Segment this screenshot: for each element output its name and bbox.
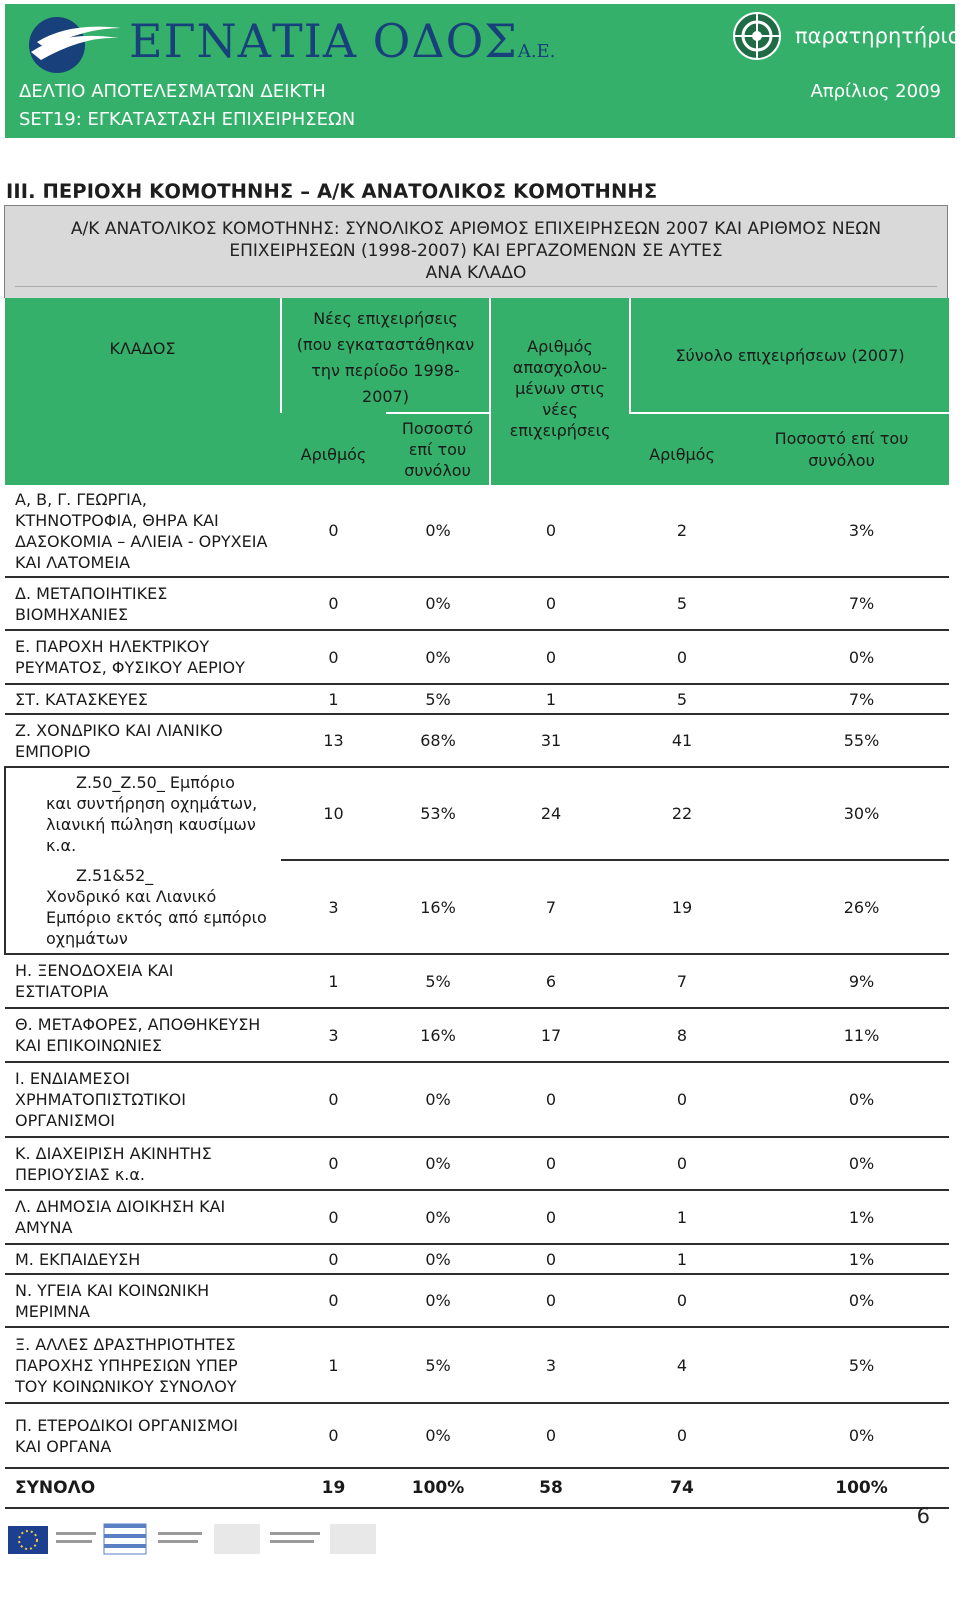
employees-cell: 0 <box>490 1274 630 1327</box>
header-sector: ΚΛΑΔΟΣ <box>5 298 281 485</box>
table-row <box>5 860 949 954</box>
new-count-cell: 0 <box>281 1274 386 1327</box>
header-total-share: Ποσοστό επί του συνόλου <box>734 413 949 485</box>
employees-cell: 6 <box>490 954 630 1008</box>
new-count-cell: 3 <box>281 1008 386 1062</box>
table-row <box>5 1008 949 1062</box>
total-count-cell: 1 <box>630 1190 734 1244</box>
table-row <box>5 1062 949 1137</box>
table-row <box>5 1274 949 1327</box>
employees-cell: 1 <box>490 684 630 714</box>
sector-label: Λ. ΔΗΜΟΣΙΑ ΔΙΟΙΚΗΣΗ ΚΑΙ ΑΜΥΝΑ <box>5 1190 281 1244</box>
new-share-cell: 0% <box>386 630 490 684</box>
sector-label: Θ. ΜΕΤΑΦΟΡΕΣ, ΑΠΟΘΗΚΕΥΣΗ ΚΑΙ ΕΠΙΚΟΙΝΩΝΙΕΣ <box>5 1008 281 1062</box>
total-share-cell: 0% <box>734 630 949 684</box>
total-count-cell: 8 <box>630 1008 734 1062</box>
header-new-count: Αριθμός <box>281 413 386 485</box>
sector-label: Ζ.51&52_ Χονδρικό και Λιανικό Εμπόριο εκτός από εμπόριο οχημάτων <box>5 860 281 954</box>
table-row <box>5 1137 949 1190</box>
total-count-cell: 7 <box>630 954 734 1008</box>
total-share-cell: 1% <box>734 1244 949 1274</box>
observatory-label: παρατηρητήριο <box>795 24 960 48</box>
sector-label: Κ. ΔΙΑΧΕΙΡΙΣΗ ΑΚΙΝΗΤΗΣ ΠΕΡΙΟΥΣΙΑΣ κ.α. <box>5 1137 281 1190</box>
new-count-cell: 1 <box>281 1327 386 1403</box>
new-count-cell: 19 <box>281 1468 386 1508</box>
employees-cell: 31 <box>490 714 630 767</box>
bulletin-title: ΔΕΛΤΙΟ ΑΠΟΤΕΛΕΣΜΑΤΩΝ ΔΕΙΚΤΗ <box>19 81 326 102</box>
table-body <box>5 485 949 1508</box>
new-share-cell: 0% <box>386 485 490 577</box>
egnatia-logo-icon <box>23 12 123 78</box>
total-share-cell: 0% <box>734 1062 949 1137</box>
table-row <box>5 577 949 630</box>
new-count-cell: 3 <box>281 860 386 954</box>
new-count-cell: 10 <box>281 767 386 860</box>
section-title: III. ΠΕΡΙΟΧΗ ΚΟΜΟΤΗΝΗΣ – Α/Κ ΑΝΑΤΟΛΙΚΟΣ ΚΟΜΟΤΗΝΗΣ <box>6 180 658 203</box>
total-share-cell: 55% <box>734 714 949 767</box>
total-count-cell: 1 <box>630 1244 734 1274</box>
total-share-cell: 0% <box>734 1137 949 1190</box>
employees-cell: 0 <box>490 485 630 577</box>
employees-cell: 58 <box>490 1468 630 1508</box>
total-count-cell: 0 <box>630 630 734 684</box>
data-table <box>4 298 949 1509</box>
sector-label: Π. ΕΤΕΡΟΔΙΚΟΙ ΟΡΓΑΝΙΣΜΟΙ ΚΑΙ ΟΡΓΑΝΑ <box>5 1403 281 1468</box>
sector-table <box>4 205 948 1509</box>
funding-logos <box>8 1514 398 1566</box>
total-share-cell: 0% <box>734 1274 949 1327</box>
table-row <box>5 1327 949 1403</box>
new-count-cell: 0 <box>281 1137 386 1190</box>
total-count-cell: 0 <box>630 1137 734 1190</box>
total-row <box>5 1468 949 1508</box>
sector-label: ΣΥΝΟΛΟ <box>5 1468 281 1508</box>
new-share-cell: 0% <box>386 1274 490 1327</box>
new-share-cell: 16% <box>386 860 490 954</box>
sector-label: Δ. ΜΕΤΑΠΟΙΗΤΙΚΕΣ ΒΙΟΜΗΧΑΝΙΕΣ <box>5 577 281 630</box>
brand-name: ΕΓΝΑΤΙΑ ΟΔΟΣΑ.Ε. <box>129 14 556 68</box>
total-share-cell: 5% <box>734 1327 949 1403</box>
employees-cell: 0 <box>490 1062 630 1137</box>
total-share-cell: 3% <box>734 485 949 577</box>
sector-label: Ε. ΠΑΡΟΧΗ ΗΛΕΚΤΡΙΚΟΥ ΡΕΥΜΑΤΟΣ, ΦΥΣΙΚΟΥ ΑΕΡΙΟΥ <box>5 630 281 684</box>
total-count-cell: 19 <box>630 860 734 954</box>
report-date: Απρίλιος 2009 <box>810 81 941 102</box>
new-share-cell: 68% <box>386 714 490 767</box>
employees-cell: 0 <box>490 1244 630 1274</box>
employees-cell: 24 <box>490 767 630 860</box>
header-total-count: Αριθμός <box>630 413 734 485</box>
table-row <box>5 684 949 714</box>
table-row <box>5 1190 949 1244</box>
page-number: 6 <box>916 1504 930 1528</box>
new-count-cell: 0 <box>281 1190 386 1244</box>
table-row <box>5 954 949 1008</box>
employees-cell: 0 <box>490 1190 630 1244</box>
total-share-cell: 100% <box>734 1468 949 1508</box>
total-share-cell: 9% <box>734 954 949 1008</box>
new-share-cell: 0% <box>386 1190 490 1244</box>
sector-label: Ζ. ΧΟΝΔΡΙΚΟ ΚΑΙ ΛΙΑΝΙΚΟ ΕΜΠΟΡΙΟ <box>5 714 281 767</box>
table-row <box>5 485 949 577</box>
header-new-businesses: Νέες επιχειρήσεις (που εγκαταστάθηκαν την περίοδο 1998- 2007) <box>281 298 490 413</box>
new-count-cell: 1 <box>281 954 386 1008</box>
new-count-cell: 13 <box>281 714 386 767</box>
total-share-cell: 26% <box>734 860 949 954</box>
caption-line: Α/Κ ΑΝΑΤΟΛΙΚΟΣ ΚΟΜΟΤΗΝΗΣ: ΣΥΝΟΛΙΚΟΣ ΑΡΙΘΜΟΣ ΕΠΙΧΕΙΡΗΣΕΩΝ 2007 ΚΑΙ ΑΡΙΘΜΟΣ ΝΕΩΝ <box>70 218 882 239</box>
new-count-cell: 0 <box>281 1403 386 1468</box>
total-count-cell: 22 <box>630 767 734 860</box>
caption-line: ΕΠΙΧΕΙΡΗΣΕΩΝ (1998-2007) ΚΑΙ ΕΡΓΑΖΟΜΕΝΩΝ ΣΕ ΑΥΤΕΣ <box>229 240 723 261</box>
employees-cell: 0 <box>490 577 630 630</box>
new-count-cell: 0 <box>281 1062 386 1137</box>
total-share-cell: 30% <box>734 767 949 860</box>
new-share-cell: 0% <box>386 577 490 630</box>
table-row <box>5 1244 949 1274</box>
sector-label: Ι. ΕΝΔΙΑΜΕΣΟΙ ΧΡΗΜΑΤΟΠΙΣΤΩΤΙΚΟΙ ΟΡΓΑΝΙΣΜΟΙ <box>5 1062 281 1137</box>
observatory-icon <box>731 10 783 62</box>
employees-cell: 0 <box>490 630 630 684</box>
caption-line: ΑΝΑ ΚΛΑΔΟ <box>425 262 527 283</box>
new-share-cell: 5% <box>386 1327 490 1403</box>
sector-label: Ν. ΥΓΕΙΑ ΚΑΙ ΚΟΙΝΩΝΙΚΗ ΜΕΡΙΜΝΑ <box>5 1274 281 1327</box>
total-share-cell: 7% <box>734 684 949 714</box>
total-count-cell: 0 <box>630 1274 734 1327</box>
new-share-cell: 0% <box>386 1244 490 1274</box>
total-share-cell: 1% <box>734 1190 949 1244</box>
sector-label: Ζ.50_Ζ.50_ Εμπόριο και συντήρηση οχημάτων, λιανική πώληση καυσίμων κ.α. <box>5 767 281 860</box>
employees-cell: 3 <box>490 1327 630 1403</box>
new-share-cell: 53% <box>386 767 490 860</box>
new-share-cell: 0% <box>386 1403 490 1468</box>
total-count-cell: 0 <box>630 1062 734 1137</box>
header-employees: Αριθμός απασχολου- μένων στις νέες επιχειρήσεις <box>490 298 630 485</box>
indicator-title: SET19: ΕΓΚΑΤΑΣΤΑΣΗ ΕΠΙΧΕΙΡΗΣΕΩΝ <box>19 109 356 130</box>
new-share-cell: 5% <box>386 954 490 1008</box>
employees-cell: 7 <box>490 860 630 954</box>
sector-label: Μ. ΕΚΠΑΙΔΕΥΣΗ <box>5 1244 281 1274</box>
total-count-cell: 5 <box>630 684 734 714</box>
new-count-cell: 0 <box>281 1244 386 1274</box>
new-count-cell: 1 <box>281 684 386 714</box>
total-count-cell: 41 <box>630 714 734 767</box>
total-share-cell: 0% <box>734 1403 949 1468</box>
new-share-cell: 0% <box>386 1062 490 1137</box>
new-share-cell: 16% <box>386 1008 490 1062</box>
total-share-cell: 11% <box>734 1008 949 1062</box>
employees-cell: 0 <box>490 1403 630 1468</box>
sector-label: Ξ. ΑΛΛΕΣ ΔΡΑΣΤΗΡΙΟΤΗΤΕΣ ΠΑΡΟΧΗΣ ΥΠΗΡΕΣΙΩΝ ΥΠΕΡ ΤΟΥ ΚΟΙΝΩΝΙΚΟΥ ΣΥΝΟΛΟΥ <box>5 1327 281 1403</box>
total-count-cell: 4 <box>630 1327 734 1403</box>
sector-label: Η. ΞΕΝΟΔΟΧΕΙΑ ΚΑΙ ΕΣΤΙΑΤΟΡΙΑ <box>5 954 281 1008</box>
new-count-cell: 0 <box>281 577 386 630</box>
new-share-cell: 5% <box>386 684 490 714</box>
table-row <box>5 714 949 767</box>
header-total-2007: Σύνολο επιχειρήσεων (2007) <box>630 298 949 413</box>
total-share-cell: 7% <box>734 577 949 630</box>
new-share-cell: 0% <box>386 1137 490 1190</box>
total-count-cell: 0 <box>630 1403 734 1468</box>
table-row <box>5 1403 949 1468</box>
employees-cell: 0 <box>490 1137 630 1190</box>
total-count-cell: 5 <box>630 577 734 630</box>
sector-label: ΣΤ. ΚΑΤΑΣΚΕΥΕΣ <box>5 684 281 714</box>
new-count-cell: 0 <box>281 630 386 684</box>
new-share-cell: 100% <box>386 1468 490 1508</box>
sector-label: Α, Β, Γ. ΓΕΩΡΓΙΑ, ΚΤΗΝΟΤΡΟΦΙΑ, ΘΗΡΑ ΚΑΙ ΔΑΣΟΚΟΜΙΑ – ΑΛΙΕΙΑ - ΟΡΥΧΕΙΑ ΚΑΙ ΛΑΤΟΜΕΙΑ <box>5 485 281 577</box>
employees-cell: 17 <box>490 1008 630 1062</box>
new-count-cell: 0 <box>281 485 386 577</box>
header-banner <box>5 4 960 138</box>
header-new-share: Ποσοστό επί του συνόλου <box>386 413 490 485</box>
table-caption <box>4 205 948 298</box>
total-count-cell: 74 <box>630 1468 734 1508</box>
total-count-cell: 2 <box>630 485 734 577</box>
table-row <box>5 630 949 684</box>
table-row <box>5 767 949 860</box>
